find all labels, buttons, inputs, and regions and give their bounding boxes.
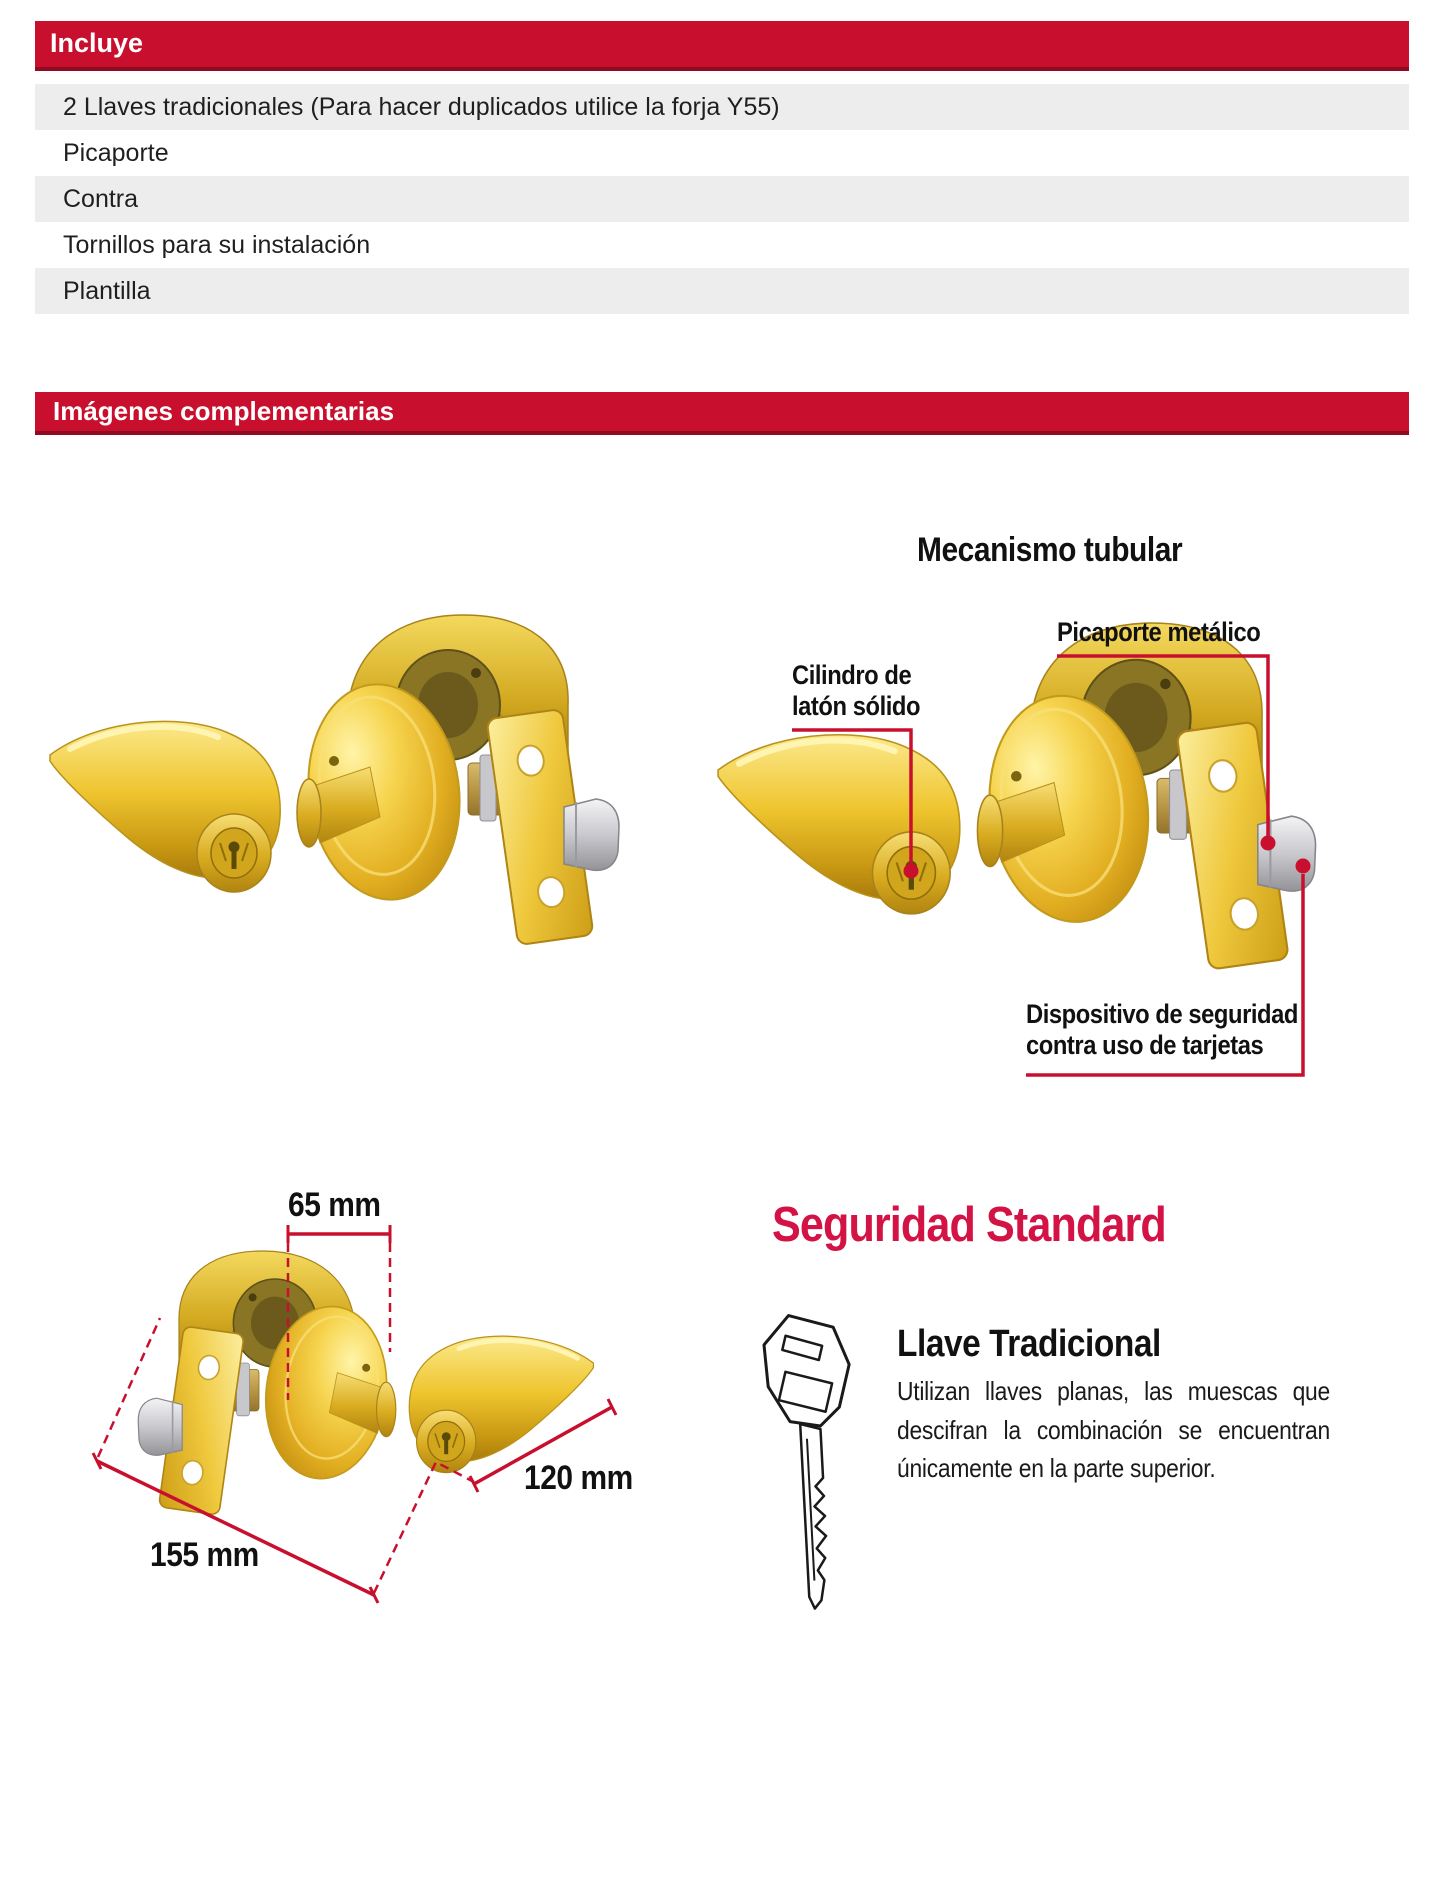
list-item: Plantilla [35, 268, 1409, 314]
dimension-120mm-label: 120 mm [524, 1459, 633, 1497]
key-description: Utilizan llaves planas, las muescas que descifran la combinación se encuentran únicamente en la parte superior. [897, 1376, 1330, 1483]
list-item: Contra [35, 176, 1409, 222]
label-dispositivo-seguridad: Dispositivo de seguridad contra uso de tarjetas [1026, 999, 1298, 1060]
images-header-label: Imágenes complementarias [53, 396, 395, 426]
label-picaporte-metalico: Picaporte metálico [1057, 617, 1261, 647]
list-item: Tornillos para su instalación [63, 231, 371, 259]
security-title: Seguridad Standard [772, 1198, 1166, 1252]
mechanism-title: Mecanismo tubular [917, 531, 1183, 569]
dimension-155mm-label: 155 mm [150, 1536, 259, 1574]
list-item: Picaporte [63, 139, 169, 167]
key-icon [762, 1308, 880, 1616]
images-header-bar [35, 392, 1409, 435]
incluye-header-bar [35, 21, 1409, 71]
dimension-65mm-label: 65 mm [288, 1186, 381, 1224]
door-lever-photo [28, 555, 628, 945]
label-cilindro-laton: Cilindro de latón sólido [792, 660, 921, 721]
incluye-header-label: Incluye [50, 28, 144, 58]
key-heading: Llave Tradicional [897, 1323, 1161, 1365]
list-item: 2 Llaves tradicionales (Para hacer duplicados utilice la forja Y55) [35, 84, 1409, 130]
incluye-list [35, 84, 1409, 314]
